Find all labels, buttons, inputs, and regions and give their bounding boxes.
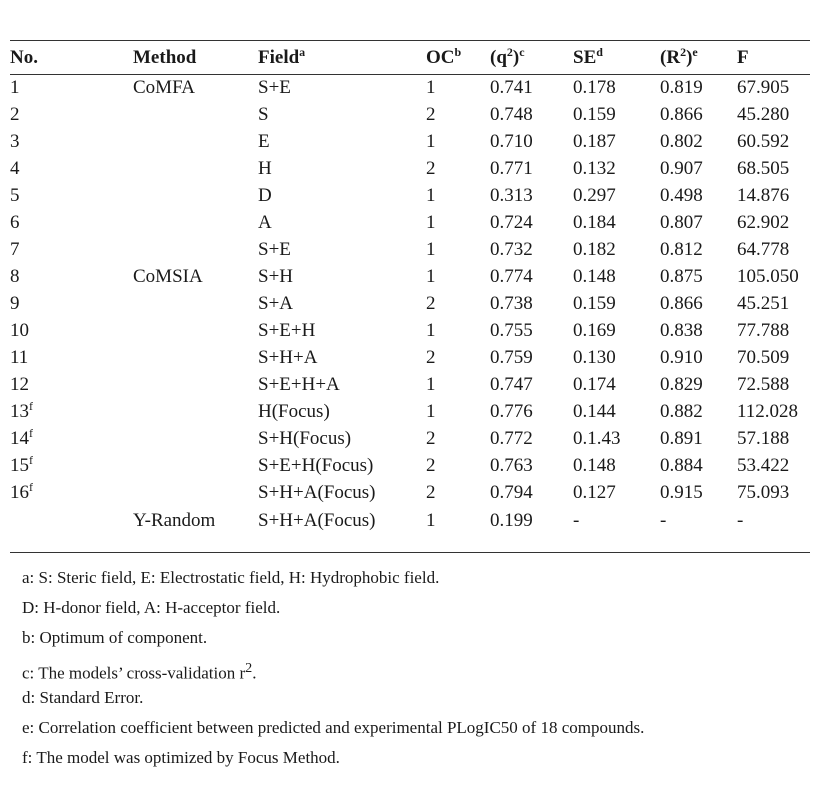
header-q2-open: (q xyxy=(490,46,507,68)
cell-no xyxy=(10,372,133,399)
header-row xyxy=(10,41,810,75)
header-oc-text: OC xyxy=(426,46,455,68)
cell-se: 0.159 xyxy=(573,104,616,125)
cell-no xyxy=(10,345,133,372)
cell-se: 0.144 xyxy=(573,401,616,422)
cell-r2: 0.882 xyxy=(660,401,703,422)
cell-method xyxy=(133,345,258,372)
cell-oc: 1 xyxy=(426,185,436,206)
cell-no-text: 9 xyxy=(10,293,20,314)
cell-f: 57.188 xyxy=(737,428,790,449)
cell-oc: 1 xyxy=(426,131,436,152)
cell-method xyxy=(133,399,258,426)
cell-no-text: 16 xyxy=(10,482,29,503)
cell-method: Y-Random xyxy=(133,509,216,531)
cell-field: S+E+H xyxy=(258,320,316,341)
header-q2-close: ) xyxy=(512,46,520,68)
header-r2-exponent: 2 xyxy=(680,44,687,59)
header-se-text: SE xyxy=(573,46,597,68)
footnote-text: c: The models’ cross-validation r xyxy=(22,663,246,683)
table-row xyxy=(10,453,810,480)
cell-oc: 1 xyxy=(426,320,436,341)
cell-oc: 2 xyxy=(426,482,436,503)
footnote-superscript: 2 xyxy=(245,660,253,676)
cell-no xyxy=(10,453,133,480)
cell-q2: 0.313 xyxy=(490,185,533,206)
cell-r2: 0.829 xyxy=(660,374,703,395)
cell-f: 60.592 xyxy=(737,131,790,152)
header-r2-close: ) xyxy=(686,46,693,68)
cell-q2: 0.776 xyxy=(490,401,533,422)
table-header xyxy=(10,41,810,75)
footnote-item xyxy=(22,563,644,593)
cell-r2: 0.819 xyxy=(660,77,703,99)
cell-r2: 0.866 xyxy=(660,293,703,314)
cell-no xyxy=(10,156,133,183)
table-row xyxy=(10,291,810,318)
cell-oc: 1 xyxy=(426,212,436,233)
header-q2-exponent: 2 xyxy=(506,44,513,59)
cell-se: 0.178 xyxy=(573,77,616,99)
cell-field: S+H xyxy=(258,266,294,287)
table-row xyxy=(10,183,810,210)
header-field-text: Field xyxy=(258,46,300,68)
header-no xyxy=(10,41,133,75)
cell-se: 0.127 xyxy=(573,482,616,503)
cell-method xyxy=(133,372,258,399)
cell-field: E xyxy=(258,131,270,152)
cell-se: 0.182 xyxy=(573,239,616,260)
cell-q2: 0.771 xyxy=(490,158,533,179)
header-q2-footnote-mark: c xyxy=(519,44,525,59)
cell-field: S+E+H(Focus) xyxy=(258,455,374,476)
cell-field: S+H+A(Focus) xyxy=(258,509,376,531)
cell-se: 0.148 xyxy=(573,266,616,287)
cell-field: D xyxy=(258,185,272,206)
cell-r2: 0.915 xyxy=(660,482,703,503)
header-se-footnote-mark: d xyxy=(596,44,603,59)
cell-f: 72.588 xyxy=(737,374,790,395)
cell-oc: 2 xyxy=(426,455,436,476)
cell-method xyxy=(133,453,258,480)
cell-method xyxy=(133,426,258,453)
header-no-text: No. xyxy=(10,46,38,68)
cell-q2: 0.748 xyxy=(490,104,533,125)
cell-no xyxy=(10,75,133,102)
table-row xyxy=(10,480,810,507)
header-oc-footnote-mark: b xyxy=(454,44,462,59)
cell-se: 0.130 xyxy=(573,347,616,368)
cell-r2: 0.498 xyxy=(660,185,703,206)
cell-no xyxy=(10,210,133,237)
cell-method xyxy=(133,210,258,237)
cell-method xyxy=(133,183,258,210)
header-oc xyxy=(426,41,490,75)
cell-no-footnote-mark: f xyxy=(29,426,33,440)
cell-no xyxy=(10,102,133,129)
cell-f: 105.050 xyxy=(737,266,799,287)
cell-no-text: 11 xyxy=(10,347,29,368)
cell-field: S+E+H+A xyxy=(258,374,340,395)
cell-se: 0.174 xyxy=(573,374,616,395)
cell-f: 62.902 xyxy=(737,212,790,233)
cell-method xyxy=(133,480,258,507)
cell-oc: 1 xyxy=(426,374,436,395)
cell-q2: 0.724 xyxy=(490,212,533,233)
cell-r2: 0.910 xyxy=(660,347,703,368)
cell-q2: 0.747 xyxy=(490,374,533,395)
cell-f: 75.093 xyxy=(737,482,790,503)
footnote-text: b: Optimum of component. xyxy=(22,628,208,647)
cell-field: H(Focus) xyxy=(258,401,330,422)
cell-no-footnote-mark: f xyxy=(29,399,33,413)
table-row xyxy=(10,426,810,453)
table-row xyxy=(10,372,810,399)
cell-se: - xyxy=(573,509,580,531)
header-method xyxy=(133,41,258,75)
cell-se: 0.148 xyxy=(573,455,616,476)
footnote-text: d: Standard Error. xyxy=(22,688,144,707)
cell-q2: 0.732 xyxy=(490,239,533,260)
cell-q2: 0.755 xyxy=(490,320,533,341)
cell-se: 0.187 xyxy=(573,131,616,152)
table-row xyxy=(10,507,810,535)
cell-q2: 0.741 xyxy=(490,77,533,99)
cell-r2: 0.812 xyxy=(660,239,703,260)
cell-no xyxy=(10,291,133,318)
cell-f: 70.509 xyxy=(737,347,790,368)
cell-field: H xyxy=(258,158,272,179)
cell-r2: 0.875 xyxy=(660,266,703,287)
table-row xyxy=(10,237,810,264)
header-f-text: F xyxy=(737,46,749,68)
cell-r2: - xyxy=(660,509,667,531)
table-row xyxy=(10,102,810,129)
cell-f: 64.778 xyxy=(737,239,790,260)
cell-no-text: 2 xyxy=(10,104,20,125)
cell-f: 45.280 xyxy=(737,104,790,125)
cell-no-footnote-mark: f xyxy=(29,453,33,467)
cell-q2: 0.199 xyxy=(490,509,533,531)
cell-field: S+A xyxy=(258,293,294,314)
cell-oc: 2 xyxy=(426,347,436,368)
table-row xyxy=(10,210,810,237)
footnote-text: f: The model was optimized by Focus Method. xyxy=(22,748,340,767)
cell-oc: 2 xyxy=(426,293,436,314)
cell-no-text: 3 xyxy=(10,131,20,152)
cell-no-footnote-mark: f xyxy=(29,480,33,494)
header-field-footnote-mark: a xyxy=(299,44,306,59)
cell-q2: 0.774 xyxy=(490,266,533,287)
cell-no xyxy=(10,183,133,210)
footnote-text: e: Correlation coefficient between predicted and experimental PLogIC50 of 18 compounds. xyxy=(22,718,645,737)
table-row xyxy=(10,129,810,156)
cell-oc: 2 xyxy=(426,158,436,179)
cell-method xyxy=(133,291,258,318)
cell-method xyxy=(133,156,258,183)
table-row xyxy=(10,264,810,291)
footnote-item xyxy=(22,683,644,713)
cell-se: 0.184 xyxy=(573,212,616,233)
cell-no xyxy=(10,318,133,345)
cell-f: 14.876 xyxy=(737,185,790,206)
header-field xyxy=(258,41,426,75)
cell-no xyxy=(10,480,133,507)
results-table xyxy=(10,40,810,535)
cell-f: 45.251 xyxy=(737,293,790,314)
cell-method xyxy=(133,318,258,345)
cell-oc: 1 xyxy=(426,401,436,422)
header-r2 xyxy=(660,41,737,75)
cell-f: 67.905 xyxy=(737,77,790,99)
cell-q2: 0.738 xyxy=(490,293,533,314)
cell-no xyxy=(10,237,133,264)
cell-se: 0.159 xyxy=(573,293,616,314)
cell-f: 77.788 xyxy=(737,320,790,341)
cell-q2: 0.710 xyxy=(490,131,533,152)
cell-oc: 2 xyxy=(426,428,436,449)
footnote-item xyxy=(22,653,644,683)
cell-f: 53.422 xyxy=(737,455,790,476)
cell-no xyxy=(10,507,133,535)
cell-q2: 0.794 xyxy=(490,482,533,503)
cell-r2: 0.838 xyxy=(660,320,703,341)
table-row xyxy=(10,156,810,183)
cell-oc: 1 xyxy=(426,509,436,531)
cell-no-text: 5 xyxy=(10,185,20,206)
cell-no xyxy=(10,399,133,426)
cell-oc: 1 xyxy=(426,77,436,99)
footnote-item xyxy=(22,713,644,743)
footnote-item xyxy=(22,743,644,773)
footnote-item xyxy=(22,623,644,653)
cell-r2: 0.884 xyxy=(660,455,703,476)
cell-method: CoMSIA xyxy=(133,266,203,287)
cell-field: S+E xyxy=(258,239,291,260)
cell-se: 0.297 xyxy=(573,185,616,206)
cell-field: S+H+A(Focus) xyxy=(258,482,376,503)
footnote-text: a: S: Steric field, E: Electrostatic field, H: Hydrophobic field. xyxy=(22,568,440,587)
cell-q2: 0.763 xyxy=(490,455,533,476)
header-method-text: Method xyxy=(133,46,197,68)
cell-field: S+E xyxy=(258,77,291,99)
cell-no-text: 14 xyxy=(10,428,29,449)
cell-se: 0.132 xyxy=(573,158,616,179)
cell-oc: 1 xyxy=(426,239,436,260)
header-r2-open: (R xyxy=(660,46,681,68)
table-row xyxy=(10,318,810,345)
cell-no-text: 4 xyxy=(10,158,20,179)
table-row xyxy=(10,75,810,102)
cell-no-text: 6 xyxy=(10,212,20,233)
cell-no xyxy=(10,426,133,453)
table-row xyxy=(10,399,810,426)
cell-oc: 1 xyxy=(426,266,436,287)
cell-no-text: 15 xyxy=(10,455,29,476)
cell-field: S xyxy=(258,104,269,125)
cell-r2: 0.891 xyxy=(660,428,703,449)
header-r2-footnote-mark: e xyxy=(692,44,698,59)
cell-r2: 0.807 xyxy=(660,212,703,233)
cell-method: CoMFA xyxy=(133,77,195,99)
cell-no-text: 10 xyxy=(10,320,29,341)
cell-f: 112.028 xyxy=(737,401,799,422)
table-row xyxy=(10,345,810,372)
cell-no-text: 12 xyxy=(10,374,29,395)
header-q2 xyxy=(490,41,573,75)
cell-r2: 0.802 xyxy=(660,131,703,152)
cell-field: S+H(Focus) xyxy=(258,428,352,449)
table-bottom-rule xyxy=(10,552,810,553)
cell-field: S+H+A xyxy=(258,347,318,368)
cell-r2: 0.907 xyxy=(660,158,703,179)
cell-se: 0.169 xyxy=(573,320,616,341)
cell-oc: 2 xyxy=(426,104,436,125)
cell-no xyxy=(10,129,133,156)
cell-r2: 0.866 xyxy=(660,104,703,125)
cell-se: 0.1.43 xyxy=(573,428,621,449)
header-f xyxy=(737,41,810,75)
cell-method xyxy=(133,102,258,129)
cell-method xyxy=(133,129,258,156)
table-body xyxy=(10,75,810,535)
cell-no xyxy=(10,264,133,291)
cell-f: 68.505 xyxy=(737,158,790,179)
cell-no-text: 13 xyxy=(10,401,29,422)
footnote-item xyxy=(22,593,644,623)
footnote-text: D: H-donor field, A: H-acceptor field. xyxy=(22,598,281,617)
cell-f: - xyxy=(737,509,744,531)
footnote-text-end: . xyxy=(252,663,257,683)
cell-q2: 0.759 xyxy=(490,347,533,368)
cell-no-text: 7 xyxy=(10,239,20,260)
cell-field: A xyxy=(258,212,272,233)
cell-no-text: 1 xyxy=(10,77,20,99)
header-se xyxy=(573,41,660,75)
footnotes xyxy=(22,563,644,773)
cell-method xyxy=(133,237,258,264)
cell-no-text: 8 xyxy=(10,266,20,287)
cell-q2: 0.772 xyxy=(490,428,533,449)
